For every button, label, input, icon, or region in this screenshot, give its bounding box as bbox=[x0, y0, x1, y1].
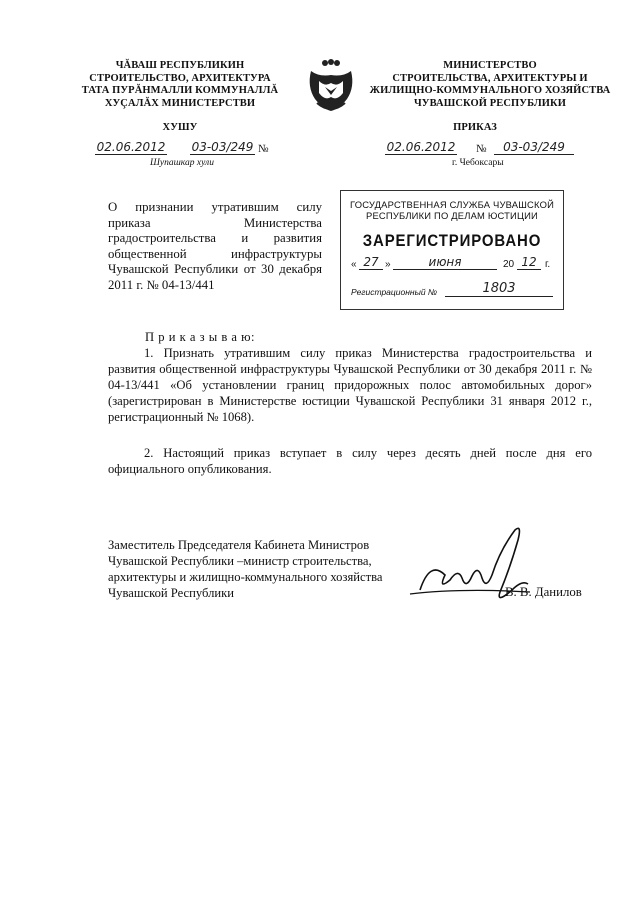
right-date: 02.06.2012 bbox=[386, 140, 456, 154]
signatory-line: Чувашской Республики –министр строительства, bbox=[108, 554, 372, 568]
signatory-line: Чувашской Республики bbox=[108, 586, 234, 600]
header-left-line: ТАТА ПУРĂНМАЛЛИ КОММУНАЛЛĂ bbox=[81, 85, 279, 96]
stamp-reg-row bbox=[341, 281, 563, 301]
stamp-month: июня bbox=[393, 255, 497, 270]
stamp-line2: РЕСПУБЛИКИ ПО ДЕЛАМ ЮСТИЦИИ bbox=[366, 210, 538, 221]
order-item-2: 2. Настоящий приказ вступает в силу через десять дней после дня его официального опубликования. bbox=[108, 446, 592, 476]
stamp-day: 27 bbox=[359, 255, 383, 270]
header-right-line: СТРОИТЕЛЬСТВА, АРХИТЕКТУРЫ И bbox=[392, 72, 588, 84]
right-number: 03-03/249 bbox=[494, 140, 574, 155]
header-left-ministry bbox=[60, 60, 300, 110]
stamp-reg-number: 1803 bbox=[445, 281, 553, 297]
order-item-1: 1. Признать утратившим силу приказ Министерства градостроительства и развития общественной инфраструктуры Чувашской Республики от 30 декабря 2011 г. № 04-13/441 «Об установлении границ придорожных полос автомобильных дорог» (зарегистрирован в Министерстве юстиции Чувашской Республики 31 января 2012 г., регистрационный № 1068). bbox=[108, 346, 592, 424]
left-number-sign: № bbox=[258, 143, 269, 155]
signatory-name: В. В. Данилов bbox=[505, 585, 582, 599]
order-word: П р и к а з ы в а ю: bbox=[145, 330, 256, 344]
right-number-sign: № bbox=[476, 143, 487, 155]
stamp-year-prefix: 20 bbox=[503, 259, 515, 270]
stamp-line1: ГОСУДАРСТВЕННАЯ СЛУЖБА ЧУВАШСКОЙ bbox=[349, 199, 555, 210]
signatory-line: Заместитель Председателя Кабинета Министров bbox=[108, 538, 370, 552]
stamp-year-unit: г. bbox=[545, 259, 551, 270]
right-city: г. Чебоксары bbox=[452, 158, 504, 168]
stamp-reg-label: Регистрационный № bbox=[351, 287, 438, 297]
left-number: 03-03/249 bbox=[191, 140, 254, 154]
stamp-year-suffix: 12 bbox=[517, 255, 541, 270]
document-title: О признании утратившим силу приказа Министерства градостроительства и развития общественной инфраструктуры Чувашской Республики от 30 декабря 2011 г. № 04-13/441 bbox=[108, 200, 322, 292]
stamp-registered: ЗАРЕГИСТРИРОВАНО bbox=[362, 231, 542, 250]
chuvash-emblem-icon bbox=[303, 57, 359, 115]
header-left-line: ХУÇАЛĂХ МИНИСТЕРСТВИ bbox=[104, 97, 256, 109]
signatory-position bbox=[108, 537, 382, 601]
left-city: Шупашкар хули bbox=[150, 158, 214, 168]
signatory-line: архитектуры и жилищно-коммунального хозяйства bbox=[108, 570, 383, 584]
header-right-line: ЖИЛИЩНО-КОММУНАЛЬНОГО ХОЗЯЙСТВА bbox=[369, 85, 611, 96]
header-right-line: ЧУВАШСКОЙ РЕСПУБЛИКИ bbox=[413, 97, 567, 109]
header-right-ministry bbox=[360, 60, 620, 110]
right-doc-type: ПРИКАЗ bbox=[453, 122, 497, 133]
left-doc-type: ХУШУ bbox=[162, 122, 198, 133]
left-date: 02.06.2012 bbox=[96, 140, 166, 154]
registration-stamp bbox=[340, 190, 564, 310]
stamp-date-row: « 27 » июня 20 12 г. bbox=[351, 255, 551, 270]
header-right-line: МИНИСТЕРСТВО bbox=[443, 60, 537, 71]
header-left-line: СТРОИТЕЛЬСТВО, АРХИТЕКТУРА bbox=[89, 72, 271, 84]
header-left-line: ЧĂВАШ РЕСПУБЛИКИН bbox=[115, 60, 245, 71]
